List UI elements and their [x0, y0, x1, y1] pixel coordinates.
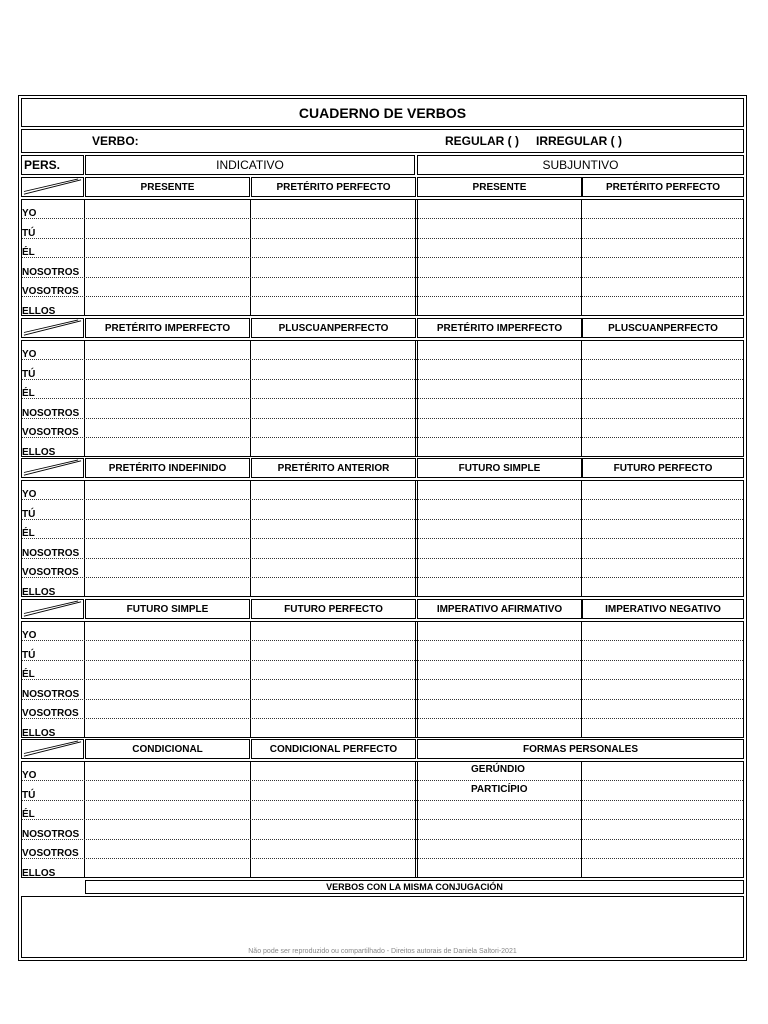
pronoun-label: ÉL: [22, 388, 35, 399]
pronoun-label: TÚ: [22, 650, 36, 661]
tense-header: PRETÉRITO PERFECTO: [582, 177, 744, 197]
pronoun-label: ÉL: [22, 247, 35, 258]
conjugation-row[interactable]: [22, 820, 743, 840]
misma-conjugacion-header: VERBOS CON LA MISMA CONJUGACIÓN: [85, 880, 744, 894]
conjugation-row[interactable]: [22, 258, 743, 278]
conjugation-row[interactable]: [22, 199, 743, 219]
irregular-label: IRREGULAR ( ): [536, 134, 622, 148]
pers-header: PERS.: [21, 155, 84, 175]
pronoun-label: ELLOS: [22, 728, 56, 739]
conjugation-row[interactable]: [22, 418, 743, 438]
pronoun-label: VOSOTROS: [22, 708, 79, 719]
tense-header: FUTURO PERFECTO: [582, 458, 744, 478]
diagonal-corner-cell: [21, 177, 84, 197]
pronoun-label: TÚ: [22, 369, 36, 380]
regular-label: REGULAR ( ): [445, 134, 519, 148]
diagonal-corner-cell: [21, 599, 84, 619]
conjugation-row[interactable]: [22, 539, 743, 559]
pronoun-label: YO: [22, 208, 37, 219]
participio-label: PARTICÍPIO: [471, 784, 528, 795]
verb-info-row: [21, 129, 744, 153]
verb-notebook-sheet: [18, 95, 747, 961]
tense-header: PLUSCUANPERFECTO: [251, 318, 416, 338]
pronoun-label: NOSOTROS: [22, 408, 80, 419]
pronoun-label: NOSOTROS: [22, 267, 80, 278]
subjuntivo-header: SUBJUNTIVO: [417, 155, 744, 175]
conjugation-row[interactable]: [22, 699, 743, 719]
tense-header: PRETÉRITO IMPERFECTO: [85, 318, 250, 338]
tense-header: PRESENTE: [85, 177, 250, 197]
diagonal-corner-cell: [21, 318, 84, 338]
pronoun-label: VOSOTROS: [22, 567, 79, 578]
pronoun-label: YO: [22, 630, 37, 641]
conjugation-row[interactable]: [22, 238, 743, 258]
conjugation-row[interactable]: [22, 781, 743, 801]
diagonal-corner-cell: [21, 458, 84, 478]
conjugation-row[interactable]: [22, 500, 743, 520]
conjugation-row[interactable]: [22, 839, 743, 859]
pronoun-label: VOSOTROS: [22, 848, 79, 859]
pronoun-label: ÉL: [22, 528, 35, 539]
tense-header: FUTURO SIMPLE: [85, 599, 250, 619]
tense-header: FUTURO PERFECTO: [251, 599, 416, 619]
pronoun-label: TÚ: [22, 228, 36, 239]
copyright-note: Não pode ser reproduzido ou compartilhado - Direitos autorais de Daniela Saltori-2021: [248, 948, 517, 955]
pronoun-label: YO: [22, 489, 37, 500]
conjugation-row[interactable]: [22, 621, 743, 641]
conjugation-row[interactable]: [22, 641, 743, 661]
conjugation-row[interactable]: [22, 558, 743, 578]
conjugation-row[interactable]: [22, 399, 743, 419]
conjugation-row[interactable]: [22, 519, 743, 539]
tense-header: CONDICIONAL PERFECTO: [251, 739, 416, 759]
tense-header: PRETÉRITO ANTERIOR: [251, 458, 416, 478]
tense-header: PRETÉRITO PERFECTO: [251, 177, 416, 197]
conjugation-row[interactable]: [22, 360, 743, 380]
diagonal-corner-cell: [21, 739, 84, 759]
pronoun-label: ELLOS: [22, 306, 56, 317]
tense-header: FUTURO SIMPLE: [417, 458, 582, 478]
conjugation-row[interactable]: [22, 277, 743, 297]
conjugation-row[interactable]: [22, 800, 743, 820]
pronoun-label: YO: [22, 770, 37, 781]
verb-label: VERBO:: [92, 134, 139, 148]
tense-header: PLUSCUANPERFECTO: [582, 318, 744, 338]
tense-header: IMPERATIVO AFIRMATIVO: [417, 599, 582, 619]
tense-header: CONDICIONAL: [85, 739, 250, 759]
conjugation-row[interactable]: [22, 660, 743, 680]
tense-header: IMPERATIVO NEGATIVO: [582, 599, 744, 619]
pronoun-label: VOSOTROS: [22, 286, 79, 297]
pronoun-label: TÚ: [22, 509, 36, 520]
pronoun-label: NOSOTROS: [22, 548, 80, 559]
indicativo-header: INDICATIVO: [85, 155, 415, 175]
pronoun-label: ELLOS: [22, 447, 56, 458]
pronoun-label: NOSOTROS: [22, 689, 80, 700]
pronoun-label: ÉL: [22, 809, 35, 820]
conjugation-row[interactable]: [22, 761, 743, 781]
conjugation-row[interactable]: [22, 340, 743, 360]
gerundio-label: GERÚNDIO: [471, 764, 525, 775]
conjugation-row[interactable]: [22, 480, 743, 500]
tense-header: PRESENTE: [417, 177, 582, 197]
pronoun-label: ÉL: [22, 669, 35, 680]
pronoun-label: NOSOTROS: [22, 829, 80, 840]
conjugation-row[interactable]: [22, 219, 743, 239]
pronoun-label: VOSOTROS: [22, 427, 79, 438]
conjugation-row[interactable]: [22, 379, 743, 399]
tense-header: FORMAS PERSONALES: [417, 739, 744, 759]
pronoun-label: ELLOS: [22, 868, 56, 879]
page-title: CUADERNO DE VERBOS: [21, 98, 744, 127]
tense-header: PRETÉRITO IMPERFECTO: [417, 318, 582, 338]
tense-header: PRETÉRITO INDEFINIDO: [85, 458, 250, 478]
pronoun-label: YO: [22, 349, 37, 360]
pronoun-label: TÚ: [22, 790, 36, 801]
pronoun-label: ELLOS: [22, 587, 56, 598]
conjugation-row[interactable]: [22, 680, 743, 700]
